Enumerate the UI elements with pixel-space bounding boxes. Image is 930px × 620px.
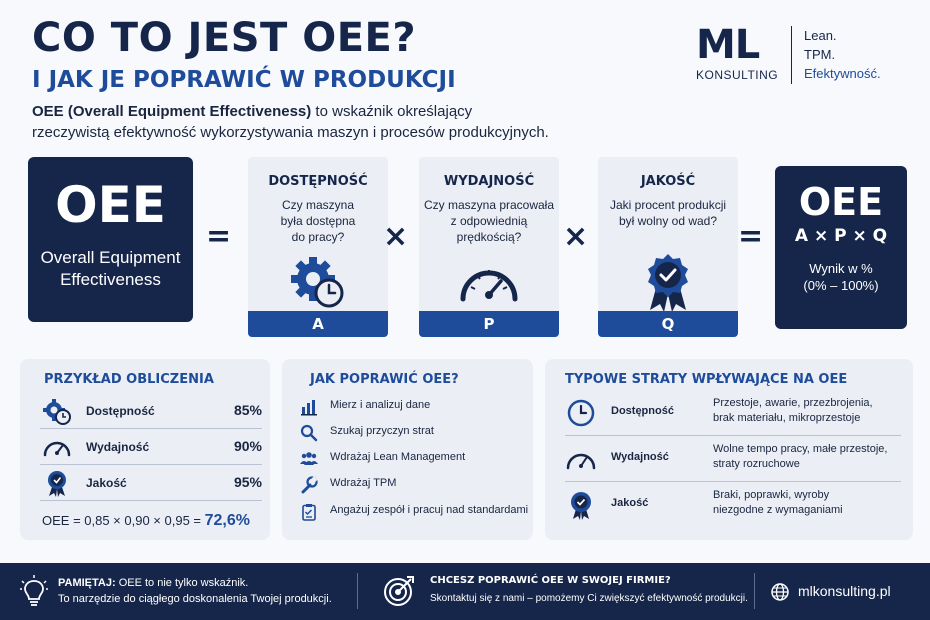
example-label: Jakość [86,476,127,490]
bar-chart-icon [300,398,318,416]
result-w1: Wynik w % [809,261,873,276]
example-heading: PRZYKŁAD OBLICZENIA [44,372,214,387]
logo-tag-efektywnosc: Efektywność. [804,66,881,81]
wrench-icon [300,476,318,494]
loss-desc-line: niezgodne z wymaganiami [713,504,843,516]
loss-label: Dostępność [611,405,674,417]
card-letter-bar: P [419,311,559,337]
improve-panel [282,359,533,540]
result-title: OEE [798,180,884,224]
lightbulb-icon [20,575,48,607]
team-icon [300,450,318,468]
loss-desc-line: Braki, poprawki, wyroby [713,489,830,501]
card-heading: DOSTĘPNOŚĆ [268,174,368,189]
card-q-line: prędkością? [456,230,522,244]
losses-panel [545,359,913,540]
company-logo [696,22,906,88]
speedometer-icon [565,444,597,474]
card-letter-bar: Q [598,311,738,337]
loss-row [565,438,901,482]
page-subtitle: I JAK JE POPRAWIĆ W PRODUKCJI [32,67,456,93]
intro-text [32,101,552,143]
example-result: 72,6% [204,512,250,529]
improve-label: Angażuj zespół i pracuj nad standardami [330,504,529,516]
clock-icon [565,398,597,428]
footer-remember [58,575,332,607]
example-formula [42,512,250,530]
intro-line2: rzeczywistą efektywność wykorzystywania maszyn i procesów produkcyjnych. [32,124,549,141]
improve-label: Szukaj przyczyn strat [330,425,434,437]
quality-card [598,157,738,337]
logo-mark: ML [696,22,760,68]
loss-desc-line: brak materiału, mikroprzestoje [713,412,861,424]
equals-sign: = [206,219,232,254]
oee-box-sub2: Effectiveness [60,270,161,289]
card-q-line: była dostępna [280,214,356,228]
loss-label: Jakość [611,497,649,509]
speedometer-icon [42,433,72,461]
example-value: 95% [233,474,262,490]
cta-sub: Skontaktuj się z nami – pomożemy Ci zwiększyć efektywność produkcji. [430,593,748,604]
improve-label: Wdrażaj Lean Management [330,451,466,463]
card-q-line: Czy maszyna [281,198,355,212]
logo-sub: KONSULTING [696,68,779,82]
example-panel [20,359,270,540]
example-formula-text: OEE = 0,85 × 0,90 × 0,95 = [42,513,205,528]
loss-desc-line: Przestoje, awarie, przezbrojenia, [713,397,873,409]
card-q-line: Jaki procent produkcji [609,198,727,212]
loss-label: Wydajność [611,451,669,463]
losses-heading: TYPOWE STRATY WPŁYWAJĄCE NA OEE [565,372,848,387]
example-value: 85% [233,402,262,418]
card-question [248,197,388,251]
logo-tag-tpm: TPM. [804,47,836,62]
performance-card [419,157,559,337]
example-label: Dostępność [86,404,155,418]
logo-divider [791,26,792,84]
card-question [598,197,738,251]
quality-badge-icon [598,253,738,311]
card-question [419,197,559,251]
example-row [40,395,262,429]
intro-rest: to wskaźnik określający [311,103,473,120]
improve-label: Wdrażaj TPM [330,477,397,489]
example-value: 90% [233,438,262,454]
remember-line2: To narzędzie do ciągłego doskonalenia Twojej produkcji. [58,593,332,605]
card-heading: JAKOŚĆ [640,174,696,189]
remember-bold: PAMIĘTAJ: [58,577,116,589]
globe-icon [771,583,789,601]
website-link[interactable]: mlkonsulting.pl [798,583,891,599]
result-formula: A × P × Q [794,226,888,246]
footer-divider [357,573,358,609]
card-heading: WYDAJNOŚĆ [443,174,535,189]
card-q-line: z odpowiednią [450,214,528,228]
card-q-line: Czy maszyna pracowała [423,198,555,212]
loss-desc [713,396,903,426]
card-q-line: do pracy? [291,230,345,244]
logo-tagline [804,26,881,83]
loss-desc-line: Wolne tempo pracy, małe przestoje, [713,443,888,455]
loss-desc [713,488,903,518]
footer-bar [0,563,930,620]
oee-box-title: OEE [55,176,166,234]
improve-heading: JAK POPRAWIĆ OEE? [310,372,459,387]
times-sign-2: × [563,219,589,254]
availability-card [248,157,388,337]
equals-sign-2: = [738,219,764,254]
card-letter-bar: A [248,311,388,337]
times-sign-1: × [383,219,409,254]
loss-row [565,484,901,528]
quality-badge-icon [42,469,72,497]
oee-definition-box [28,157,193,322]
magnifier-icon [300,424,318,442]
card-q-line: był wolny od wad? [618,214,718,228]
example-row [40,467,262,501]
loss-row [565,392,901,436]
speedometer-icon [419,253,559,311]
gear-clock-icon [42,397,72,425]
example-label: Wydajność [86,440,150,454]
improve-label: Mierz i analizuj dane [330,399,431,411]
oee-result-box [775,166,907,329]
logo-tag-lean: Lean. [804,28,837,43]
quality-badge-icon [565,490,597,520]
target-icon [383,575,415,607]
result-w2: (0% – 100%) [803,278,879,293]
clipboard-icon [300,503,318,521]
remember-rest: OEE to nie tylko wskaźnik. [115,577,249,589]
footer-divider [754,573,755,609]
example-row [40,431,262,465]
intro-bold: OEE (Overall Equipment Effectiveness) [32,103,312,120]
loss-desc [713,442,903,472]
cta-heading: CHCESZ POPRAWIĆ OEE W SWOJEJ FIRMIE? [430,575,671,586]
gear-clock-icon [248,253,388,311]
oee-box-sub1: Overall Equipment [40,248,181,267]
loss-desc-line: straty rozruchowe [713,458,800,470]
page-title: CO TO JEST OEE? [32,15,417,61]
